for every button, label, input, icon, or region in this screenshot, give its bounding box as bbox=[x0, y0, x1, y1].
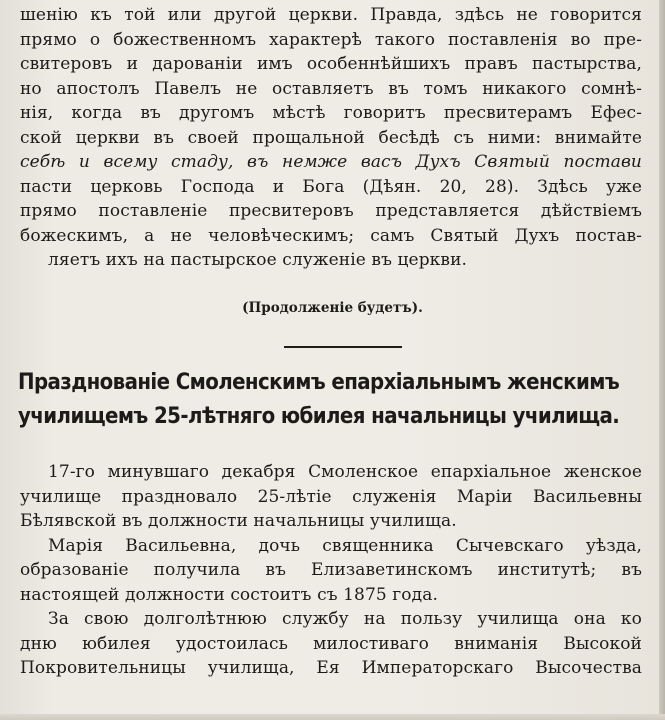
continuation-note: (Продолженіе будетъ). bbox=[242, 300, 423, 316]
text-line: свитеровъ и дарованіи имъ особеннѣйшихъ правъ пастырства, bbox=[20, 54, 642, 74]
article-paragraph bbox=[20, 460, 642, 534]
text-line: За свою долголѣтнюю службу на пользу училища она ко bbox=[48, 609, 642, 629]
text-line: 17-го минувшаго декабря Смоленское епархіальное женское bbox=[48, 462, 642, 482]
article-heading bbox=[18, 366, 646, 434]
text-line-quote: себѣ и всему стаду, въ немже васъ Духъ Святый постави bbox=[20, 152, 642, 172]
article-body bbox=[20, 460, 642, 681]
text-line: нія, когда въ другомъ мѣстѣ говоритъ пресвитерамъ Ефес- bbox=[20, 103, 642, 123]
text-line: ской церкви въ своей прощальной бесѣдѣ съ ними: внимайте bbox=[20, 127, 642, 148]
text-line: но апостолъ Павелъ не оставляетъ въ томъ никакого сомнѣ- bbox=[20, 78, 642, 99]
text-line: прямо о божественномъ характерѣ такого поставленія во пре- bbox=[20, 29, 642, 50]
text-line: дню юбилея удостоилась милостиваго вниманія Высокой bbox=[20, 633, 642, 654]
text-line: божескимъ, а не человѣческимъ; самъ Святый Духъ постав- bbox=[20, 225, 642, 246]
text-line: прямо поставленіе пресвитеровъ представляется дѣйствіемъ bbox=[20, 201, 642, 221]
text-line: Бѣлявской въ должности начальницы училища. bbox=[20, 511, 457, 531]
text-line: шенію къ той или другой церкви. Правда, здѣсь не говорится bbox=[20, 5, 642, 25]
article-heading-line: училищемъ 25-лѣтняго юбилея начальницы училища. bbox=[18, 404, 620, 429]
text-line: настоящей должности состоитъ съ 1875 года. bbox=[20, 584, 438, 605]
previous-article-text bbox=[20, 3, 642, 273]
section-divider bbox=[284, 346, 402, 348]
article-paragraph bbox=[20, 607, 642, 681]
text-line: пасти церковь Господа и Бога (Дѣян. 20, 28). Здѣсь уже bbox=[20, 176, 642, 197]
text-line: образованіе получила въ Елизаветинскомъ институтѣ; въ bbox=[20, 560, 642, 580]
page-bottom-edge bbox=[0, 714, 665, 720]
article-paragraph bbox=[20, 534, 642, 608]
text-line: училище праздновало 25-лѣтіе служенія Маріи Васильевны bbox=[20, 486, 642, 507]
article-heading-line: Празднованіе Смоленскимъ епархіальнымъ женскимъ bbox=[18, 370, 620, 395]
text-line: Покровительницы училища, Ея Императорскаго Высочества bbox=[20, 658, 642, 678]
text-line: ляетъ ихъ на пастырское служеніе въ церкви. bbox=[48, 250, 468, 270]
text-line: Марія Васильевна, дочь священника Сычевскаго уѣзда, bbox=[48, 535, 642, 556]
page-gutter bbox=[659, 0, 665, 720]
